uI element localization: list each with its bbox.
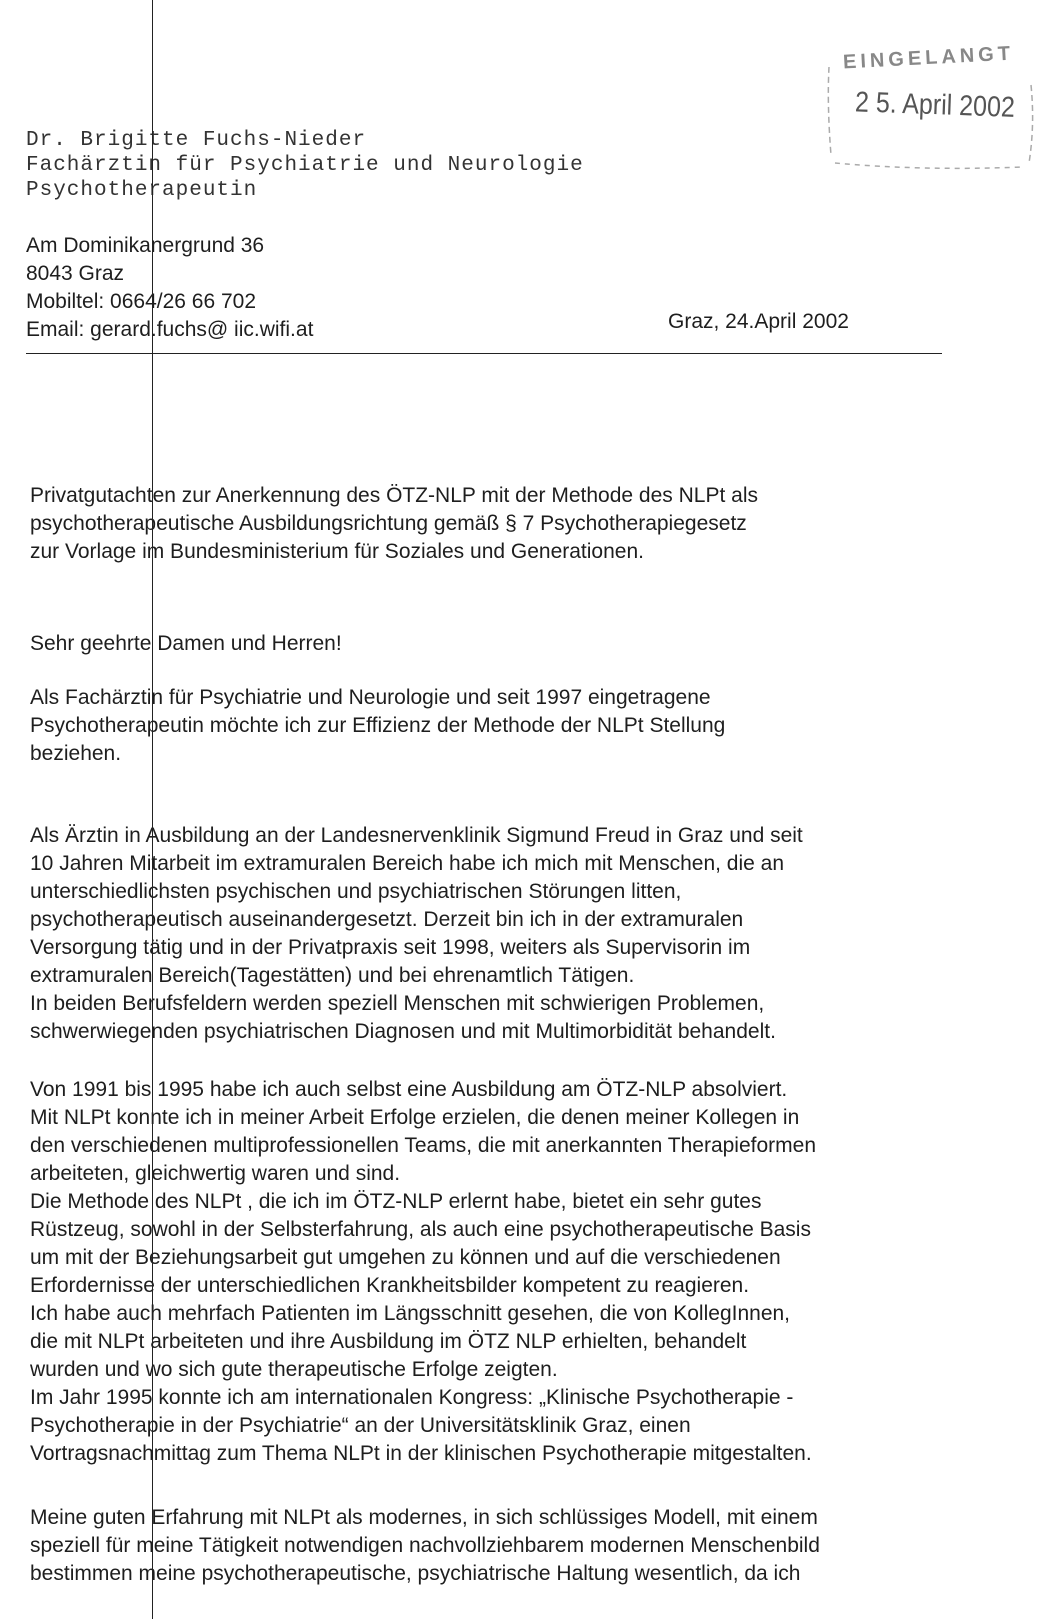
text-line: Mit NLPt konnte ich in meiner Arbeit Erfolge erzielen, die denen meiner Kollegen in <box>30 1106 800 1129</box>
letterhead <box>26 128 584 203</box>
paragraph <box>30 1076 816 1468</box>
text-line: wurden und wo sich gute therapeutische Erfolge zeigten. <box>30 1358 558 1381</box>
header-divider <box>26 353 942 354</box>
subject-line: Privatgutachten zur Anerkennung des ÖTZ-NLP mit der Methode des NLPt als <box>30 484 758 507</box>
text-line: schwerwiegenden psychiatrischen Diagnosen und mit Multimorbidität behandelt. <box>30 1020 776 1043</box>
sender-address <box>26 232 313 344</box>
letter-date: Graz, 24.April 2002 <box>668 310 849 333</box>
text-line: psychotherapeutisch auseinandergesetzt. Derzeit bin ich in der extramuralen <box>30 908 744 931</box>
paragraph <box>30 684 725 768</box>
text-line: Als Fachärztin für Psychiatrie und Neurologie und seit 1997 eingetragene <box>30 686 711 709</box>
paragraph <box>30 822 803 1046</box>
text-line: speziell für meine Tätigkeit notwendigen nachvollziehbarem modernen Menschenbild <box>30 1534 820 1557</box>
text-line: Rüstzeug, sowohl in der Selbsterfahrung, als auch eine psychotherapeutische Basis <box>30 1218 811 1241</box>
text-line: arbeiteten, gleichwertig waren und sind. <box>30 1162 401 1185</box>
address-city: 8043 Graz <box>26 262 125 285</box>
address-phone: Mobiltel: 0664/26 66 702 <box>26 290 257 313</box>
text-line: Meine guten Erfahrung mit NLPt als modernes, in sich schlüssiges Modell, mit einem <box>30 1506 818 1529</box>
text-line: Vortragsnachmittag zum Thema NLPt in der klinischen Psychotherapie mitgestalten. <box>30 1442 812 1465</box>
paragraph <box>30 1504 820 1588</box>
text-line: Im Jahr 1995 konnte ich am internationalen Kongress: „Klinische Psychotherapie - <box>30 1386 794 1409</box>
text-line: um mit der Beziehungsarbeit gut umgehen zu können und auf die verschiedenen <box>30 1246 781 1269</box>
text-line: Psychotherapeutin möchte ich zur Effizienz der Methode der NLPt Stellung <box>30 714 726 737</box>
text-line: Erfordernisse der unterschiedlichen Krankheitsbilder kompetent zu reagieren. <box>30 1274 750 1297</box>
text-line: den verschiedenen multiprofessionellen Teams, die mit anerkannten Therapieformen <box>30 1134 817 1157</box>
subject-line: psychotherapeutische Ausbildungsrichtung gemäß § 7 Psychotherapiegesetz <box>30 512 747 535</box>
letterhead-role: Psychotherapeutin <box>26 179 258 202</box>
text-line: Psychotherapie in der Psychiatrie“ an der Universitätsklinik Graz, einen <box>30 1414 691 1437</box>
text-line: Als Ärztin in Ausbildung an der Landesnervenklinik Sigmund Freud in Graz und seit <box>30 824 803 847</box>
text-line: extramuralen Bereich(Tagestätten) und bei ehrenamtlich Tätigen. <box>30 964 635 987</box>
received-stamp <box>823 42 1039 177</box>
text-line: In beiden Berufsfeldern werden speziell Menschen mit schwierigen Problemen, <box>30 992 765 1015</box>
stamp-received-label: EINGELANGT <box>842 42 1015 74</box>
stamp-date: 2 5. April 2002 <box>854 86 1016 124</box>
text-line: unterschiedlichsten psychischen und psychiatrischen Störungen litten, <box>30 880 682 903</box>
address-email: Email: gerard.fuchs@ iic.wifi.at <box>26 318 314 341</box>
letterhead-specialty: Fachärztin für Psychiatrie und Neurologie <box>26 154 584 177</box>
text-line: Von 1991 bis 1995 habe ich auch selbst eine Ausbildung am ÖTZ-NLP absolviert. <box>30 1078 788 1101</box>
text-line: Die Methode des NLPt , die ich im ÖTZ-NLP erlernt habe, bietet ein sehr gutes <box>30 1190 762 1213</box>
scan-fold-line <box>152 0 153 1619</box>
text-line: die mit NLPt arbeiteten und ihre Ausbildung im ÖTZ NLP erhielten, behandelt <box>30 1330 747 1353</box>
letterhead-name: Dr. Brigitte Fuchs-Nieder <box>26 129 367 152</box>
text-line: beziehen. <box>30 742 122 765</box>
text-line: Ich habe auch mehrfach Patienten im Längsschnitt gesehen, die von KollegInnen, <box>30 1302 791 1325</box>
text-line: bestimmen meine psychotherapeutische, psychiatrische Haltung wesentlich, da ich <box>30 1562 801 1585</box>
address-street: Am Dominikanergrund 36 <box>26 234 265 257</box>
text-line: Versorgung tätig und in der Privatpraxis seit 1998, weiters als Supervisorin im <box>30 936 751 959</box>
subject-block <box>30 482 758 566</box>
text-line: 10 Jahren Mitarbeit im extramuralen Bereich habe ich mich mit Menschen, die an <box>30 852 785 875</box>
salutation: Sehr geehrte Damen und Herren! <box>30 632 342 655</box>
subject-line: zur Vorlage im Bundesministerium für Soziales und Generationen. <box>30 540 644 563</box>
